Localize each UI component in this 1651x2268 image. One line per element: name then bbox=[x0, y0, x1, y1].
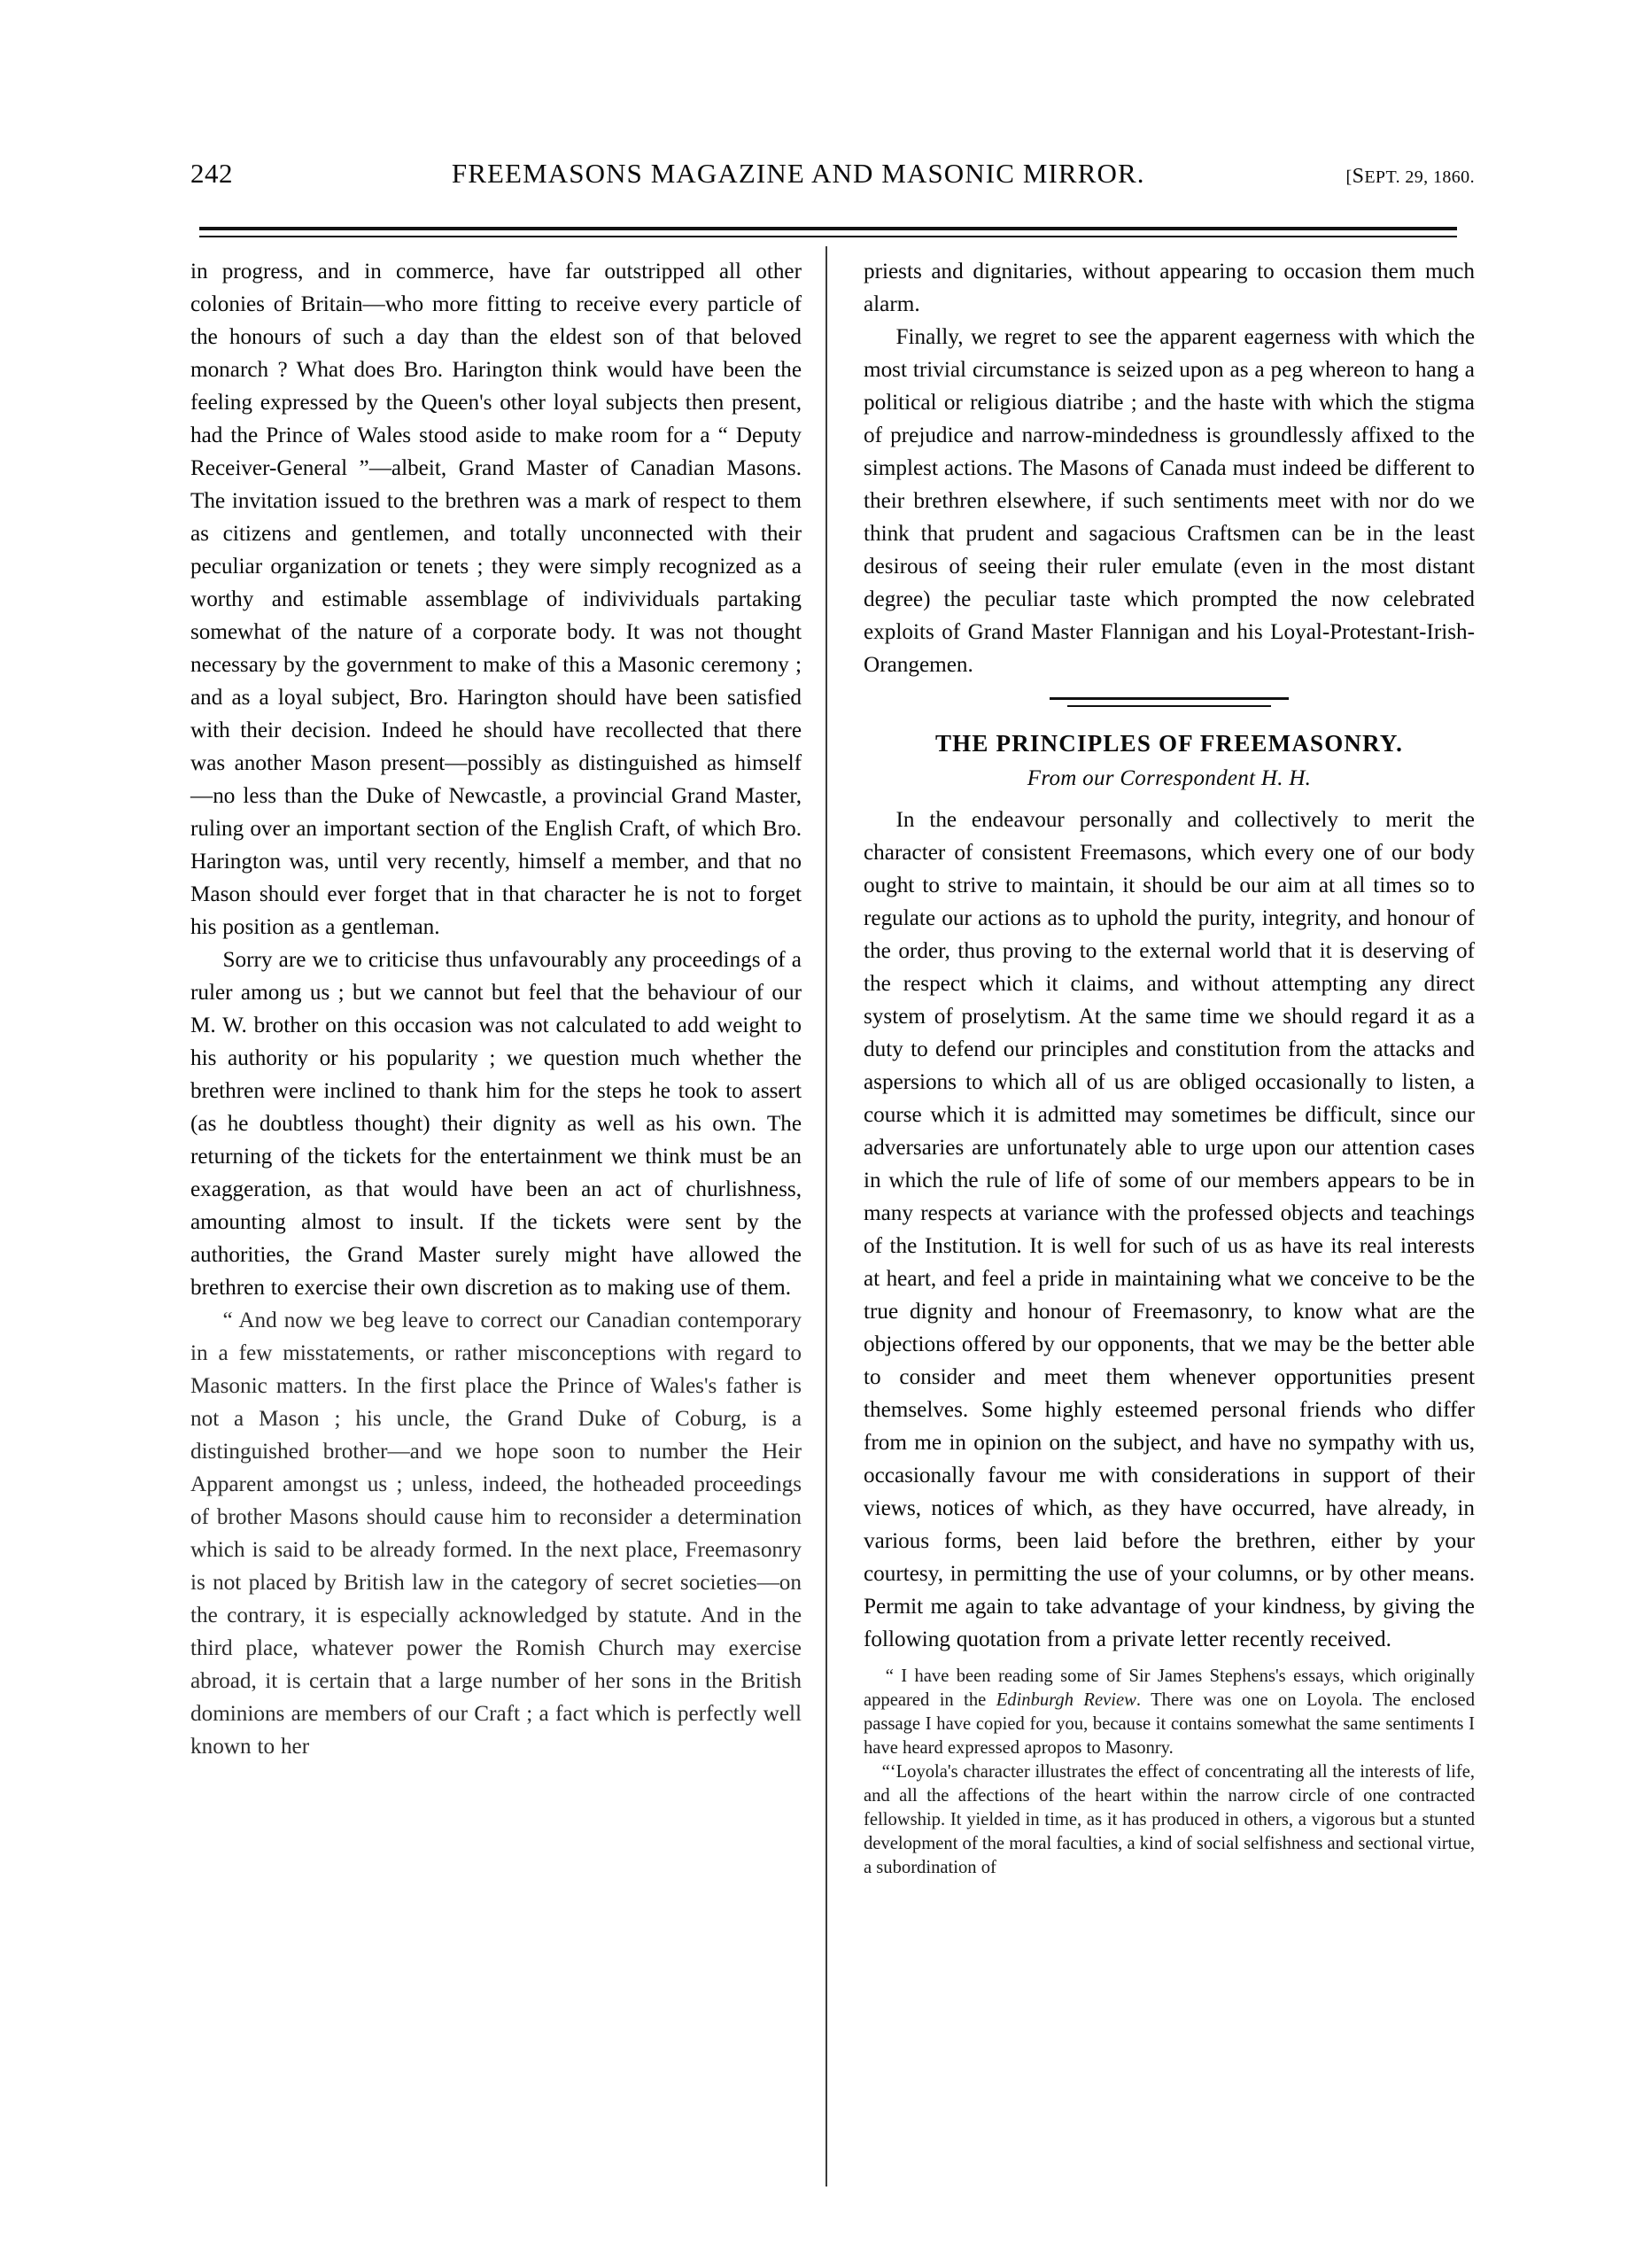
paragraph-continued: in progress, and in commerce, have far outstripped all other colonies of Britain—who more fitting to receive every particle of the honours of such a day than the eldest son of that beloved monarch ? What does Bro. Harington think would have been the feeling expressed by the Queen's other loyal subjects then present, had the Prince of Wales stood aside to make room for a “ Deputy Receiver-General ”—albeit, Grand Master of Canadian Masons. The invitation issued to the brethren was a mark of respect to them as citizens and gentlemen, and totally unconnected with their peculiar organization or tenets ; they were simply recognized as a worthy and estimable assemblage of indivividuals partaking somewhat of the nature of a corporate body. It was not thought necessary by the government to make of this a Masonic ceremony ; and as a loyal subject, Bro. Harington should have been satisfied with their decision. Indeed he should have recollected that there was another Mason present—possibly as distinguished as himself—no less than the Duke of Newcastle, a provincial Grand Master, ruling over an important section of the English Craft, of which Bro. Harington was, until very recently, himself a member, and that no Mason should ever forget that in that character he is not to forget his position as a gentleman. bbox=[190, 260, 802, 939]
article-body bbox=[864, 804, 1475, 1656]
column-divider bbox=[826, 246, 827, 2186]
paragraph-sorry: Sorry are we to criticise thus unfavourably any proceedings of a ruler among us ; but we cannot but feel that the behaviour of our M. W. brother on this occasion was not calculated to add weight to his authority or his popularity ; we question much whether the brethren were inclined to thank him for the steps he took to assert (as he doubtless thought) their dignity as well as his own. The returning of the tickets for the entertainment we think must be an exaggeration, as that would have been an act of churlishness, amounting almost to insult. If the tickets were sent by the authorities, the Grand Master surely might have allowed the brethren to exercise their own discretion as to making use of them. bbox=[190, 948, 802, 1300]
column-right bbox=[864, 255, 1475, 1880]
section-byline: From our Correspondent H. H. bbox=[1027, 766, 1312, 790]
divider-rule-lower bbox=[1067, 705, 1271, 707]
left-column-body bbox=[190, 255, 802, 1763]
section-divider-ornament bbox=[1050, 697, 1289, 707]
quote-paragraph-loyola: “‘Loyola's character illustrates the effect of concentrating all the interests of life, and all the affections of the heart within the narrow circle of one contracted fellowship. It yielded in time, as it has produced in others, a vigorous but a stunted development of the moral faculties, a kind of social selfishness and sectional virtue, a subordination of bbox=[864, 1762, 1475, 1877]
issue-date bbox=[1346, 165, 1476, 190]
quote-post-text: . There was one on Loyola. The enclosed passage I have copied for you, because it contains somewhat the same sentiments I have heard expressed apropos to Masonry. bbox=[864, 1690, 1475, 1758]
header-rule-thin bbox=[199, 236, 1457, 237]
divider-rule-upper bbox=[1050, 697, 1289, 700]
running-head bbox=[190, 158, 1475, 204]
running-title: FREEMASONS MAGAZINE AND MASONIC MIRROR. bbox=[451, 158, 1145, 189]
date-bracket: [ bbox=[1345, 167, 1353, 187]
header-rule-thick bbox=[199, 227, 1457, 230]
quote-pre-text: “ I have been reading some of Sir James Stephens's essays, which originally appeared in the bbox=[864, 1666, 1475, 1710]
quoted-letter bbox=[864, 1665, 1475, 1880]
page-number: 242 bbox=[190, 158, 233, 189]
paragraph-finally: Finally, we regret to see the apparent eagerness with which the most trivial circumstance is seized upon as a peg whereon to hang a political or religious diatribe ; and the haste with which the stigma of prejudice and narrow-mindedness is groundlessly affixed to the simplest actions. The Masons of Canada must indeed be different to their brethren elsewhere, if such sentiments meet with nor do we think that prudent and sagacious Craftsmen can be in the least desirous of seeing their ruler emulate (even in the most distant degree) the peculiar taste which prompted the now celebrated exploits of Grand Master Flannigan and his Loyal-Protestant-Irish-Orangemen. bbox=[864, 325, 1475, 677]
date-initial: S bbox=[1352, 165, 1365, 188]
paragraph-principles: In the endeavour personally and collectively to merit the character of consistent Freemasons, which every one of our body ought to strive to maintain, it should be our aim at all times so to regulate our actions as to uphold the purity, integrity, and honour of the order, thus proving to the external world that it is deserving of the respect which it claims, and without attempting any direct system of proselytism. At the same time we should regard it as a duty to defend our principles and constitution from the attacks and aspersions to which all of us are obliged occasionally to listen, a course which it is admitted may sometimes be difficult, since our adversaries are unfortunately able to urge upon our attention cases in which the rule of life of some of our members appears to be in many respects at variance with the professed objects and teachings of the Institution. It is well for such of us as have its real interests at heart, and feel a pride in maintaining what we conceive to be the true dignity and honour of Freemasonry, to know what are the objections offered by our opponents, that we may be the better able to consider and meet them whenever opportunities present themselves. Some highly esteemed personal friends who differ from me in opinion on the subject, and have no sympathy with us, occasionally favour me with considerations in support of their views, notices of which, as they have occurred, have already, in various forms, been laid before the brethren, either by your courtesy, in permitting the use of your columns, or by other means. Permit me again to take advantage of your kindness, by giving the following quotation from a private letter recently received. bbox=[864, 808, 1475, 1651]
paragraph-quoted-canadian: “ And now we beg leave to correct our Canadian contemporary in a few misstatements, or rather misconceptions with regard to Masonic matters. In the first place the Prince of Wales's father is not a Mason ; his uncle, the Grand Duke of Coburg, is a distinguished brother—and we hope soon to number the Heir Apparent amongst us ; unless, indeed, the hotheaded proceedings of brother Masons should cause him to reconsider a determination which is said to be already formed. In the next place, Freemasonry is not placed by British law in the category of secret societies—on the contrary, it is especially acknowledged by statute. And in the third place, whatever power the Romish Church may exercise abroad, it is certain that a large number of her sons in the British dominions are members of our Craft ; a fact which is perfectly well known to her bbox=[190, 1309, 802, 1759]
quote-paragraph-first bbox=[864, 1665, 1475, 1760]
journal-title-edinburgh-review: Edinburgh Review bbox=[996, 1690, 1136, 1710]
date-remainder: EPT. 29, 1860. bbox=[1364, 167, 1475, 187]
column-left bbox=[190, 255, 802, 1763]
paragraph-continued-right: priests and dignitaries, without appearing to occasion them much alarm. bbox=[864, 260, 1475, 316]
right-column-body bbox=[864, 255, 1475, 681]
section-title: THE PRINCIPLES OF FREEMASONRY. bbox=[934, 730, 1404, 757]
